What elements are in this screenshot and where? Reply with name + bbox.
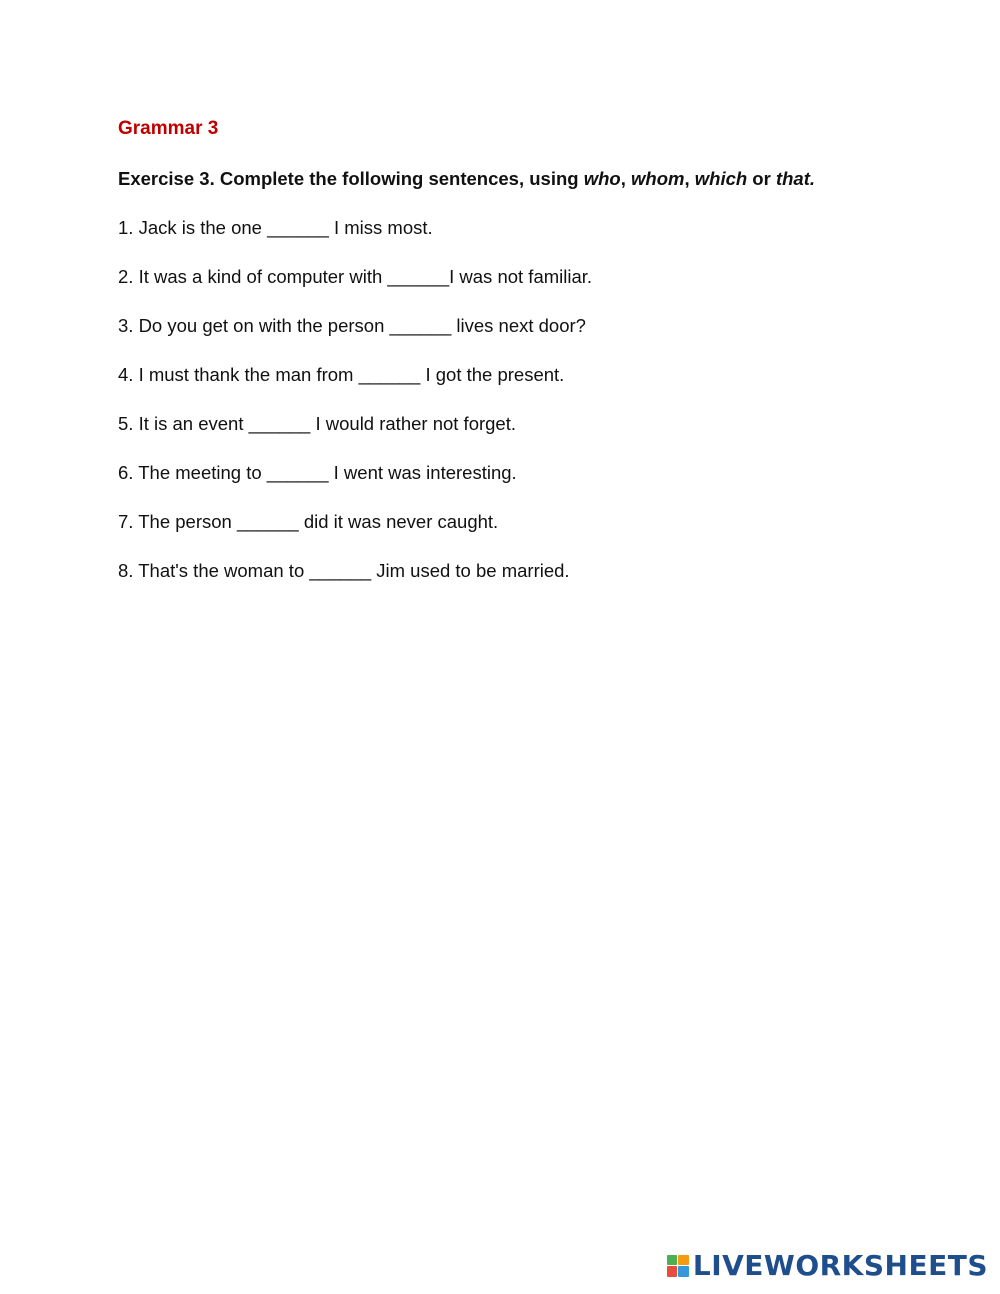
- logo-square-orange: [678, 1255, 689, 1266]
- sentence-6: 6. The meeting to ______ I went was interesting.: [118, 462, 517, 483]
- sentence-8: 8. That's the woman to ______ Jim used to be married.: [118, 560, 570, 581]
- sentence-7: 7. The person ______ did it was never caught.: [118, 511, 499, 532]
- page-title: Grammar 3: [118, 118, 219, 139]
- option-who: who: [583, 168, 621, 189]
- sentence-4: 4. I must thank the man from ______ I got the present.: [118, 364, 565, 385]
- logo-square-red: [667, 1266, 678, 1277]
- sentence-1: 1. Jack is the one ______ I miss most.: [118, 217, 433, 238]
- logo-square-green: [667, 1255, 678, 1266]
- sentence-5: 5. It is an event ______ I would rather not forget.: [118, 413, 517, 434]
- exercise-label: Exercise 3: [118, 168, 210, 189]
- sentence-3: 3. Do you get on with the person ______ lives next door?: [118, 315, 586, 336]
- option-that: that.: [775, 168, 816, 189]
- sentence-2: 2. It was a kind of computer with ______I was not familiar.: [118, 266, 593, 287]
- logo-square-blue: [678, 1266, 689, 1277]
- instruction-text: Complete the following sentences, using: [219, 168, 584, 189]
- option-whom: whom: [631, 168, 685, 189]
- liveworksheets-logo-icon: [667, 1255, 689, 1277]
- exercise-instruction: Exercise 3. Complete the following sentences, using who, whom, which or that.: [118, 168, 816, 189]
- sentence-list: [118, 216, 592, 608]
- liveworksheets-logo: [667, 1249, 988, 1282]
- option-which: which: [694, 168, 748, 189]
- logo-text: LIVEWORKSHEETS: [692, 1249, 988, 1282]
